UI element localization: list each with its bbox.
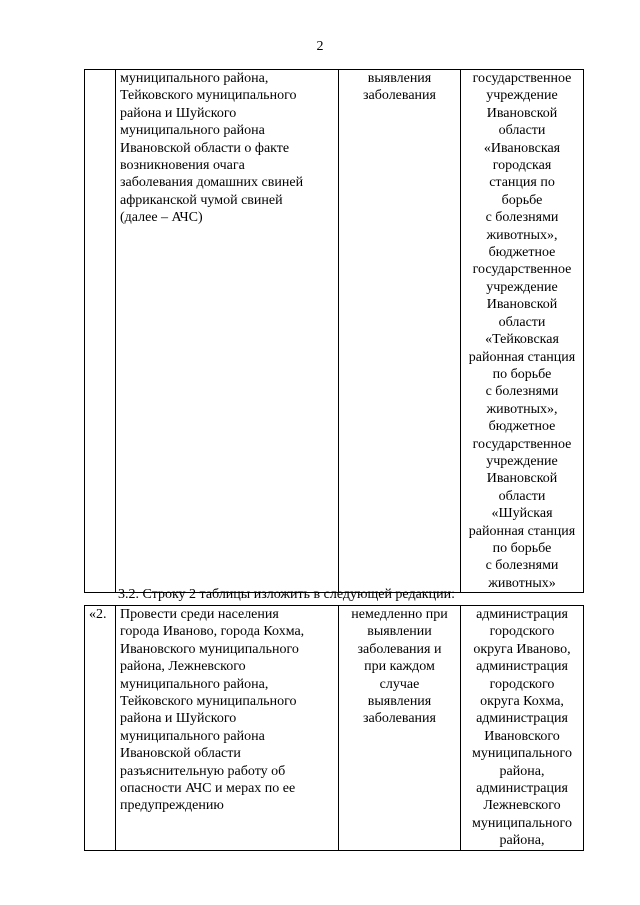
text-line: по борьбе [492, 366, 552, 382]
text-line: городского [489, 624, 555, 640]
text-line: животных», [486, 227, 558, 243]
text-line: (далее – АЧС) [120, 210, 203, 226]
text-line: бюджетное [488, 419, 556, 435]
text-line: заболевания и [357, 641, 442, 657]
text-line: районная станция [468, 349, 576, 365]
row-number-cell [85, 70, 116, 593]
text-line: области [498, 314, 546, 330]
text-line: муниципального района, [120, 676, 269, 692]
measures-table-continuation [84, 69, 584, 593]
text-line: животных» [488, 575, 556, 591]
text-line: округа Кохма, [480, 694, 564, 710]
text-line: государственное [472, 71, 572, 86]
text-line: администрация [476, 659, 568, 675]
text-line: предупреждению [120, 798, 224, 814]
text-line: с болезнями [485, 210, 559, 226]
measures-table-row-2 [84, 605, 584, 851]
text-line: Лежневского [483, 798, 561, 814]
table-row [85, 70, 584, 593]
row-number-cell: «2. [85, 606, 116, 851]
text-line: района, Лежневского [120, 659, 246, 675]
text-line: Ивановского муниципального [120, 641, 299, 657]
text-line: учреждение [486, 88, 558, 104]
text-line: государственное [472, 436, 572, 452]
text-line: Ивановской [486, 471, 558, 487]
text-line: Тейковского муниципального [120, 88, 297, 104]
text-line: немедленно при [351, 607, 448, 622]
text-line: «Тейковская [485, 332, 559, 348]
page-number: 2 [316, 39, 324, 54]
table-row [85, 606, 584, 851]
text-line: администрация [476, 781, 568, 797]
text-line: муниципального [472, 815, 572, 831]
text-line: городская [492, 158, 552, 174]
responsible-cell [461, 70, 584, 593]
text-line: случае [379, 676, 420, 692]
text-line: администрация [476, 607, 568, 622]
text-line: района и Шуйского [120, 711, 237, 727]
text-line: района, [499, 763, 545, 779]
text-line: учреждение [486, 453, 558, 469]
instruction-paragraph: 3.2. Строку 2 таблицы изложить в следующей редакции: [118, 587, 455, 602]
text-line: африканской чумой свиней [120, 192, 283, 208]
text-line: администрация [476, 711, 568, 727]
text-line: учреждение [486, 279, 558, 295]
text-line: муниципального района [120, 123, 265, 139]
event-cell [116, 70, 339, 593]
text-line: заболевания домашних свиней [120, 175, 304, 191]
text-line: Ивановской [486, 297, 558, 313]
text-line: «Шуйская [491, 506, 553, 522]
text-line: при каждом [364, 659, 435, 675]
text-line: разъяснительную работу об [120, 763, 286, 779]
text-line: государственное [472, 262, 572, 278]
text-line: района, [499, 833, 545, 849]
text-line: с болезнями [485, 384, 559, 400]
text-line: заболевания [363, 711, 436, 727]
text-line: области [498, 488, 546, 504]
text-line: Провести среди населения [120, 607, 279, 622]
text-line: борьбе [501, 192, 543, 208]
text-line: с болезнями [485, 558, 559, 574]
text-line: муниципального района [120, 728, 265, 744]
text-line: области [498, 123, 546, 139]
responsible-cell [461, 606, 584, 851]
text-line: выявления [367, 694, 432, 710]
text-line: района и Шуйского [120, 105, 237, 121]
text-line: выявления [367, 71, 432, 86]
event-cell [116, 606, 339, 851]
text-line: Ивановского [484, 728, 560, 744]
term-cell [339, 70, 461, 593]
text-line: станция по [489, 175, 555, 191]
text-line: районная станция [468, 523, 576, 539]
text-line: выявлении [367, 624, 432, 640]
text-line: города Иваново, города Кохма, [120, 624, 305, 640]
text-line: животных», [486, 401, 558, 417]
text-line: округа Иваново, [473, 641, 571, 657]
text-line: муниципального района, [120, 71, 269, 86]
text-line: по борьбе [492, 540, 552, 556]
text-line: Тейковского муниципального [120, 694, 297, 710]
text-line: опасности АЧС и мерах по ее [120, 781, 296, 797]
text-line: «Ивановская [483, 140, 561, 156]
text-line: Ивановской области о факте [120, 140, 290, 156]
text-line: заболевания [363, 88, 436, 104]
text-line: муниципального [472, 746, 572, 762]
text-line: Ивановской [486, 105, 558, 121]
text-line: Ивановской области [120, 746, 241, 762]
text-line: возникновения очага [120, 158, 245, 174]
text-line: бюджетное [488, 245, 556, 261]
term-cell [339, 606, 461, 851]
text-line: городского [489, 676, 555, 692]
